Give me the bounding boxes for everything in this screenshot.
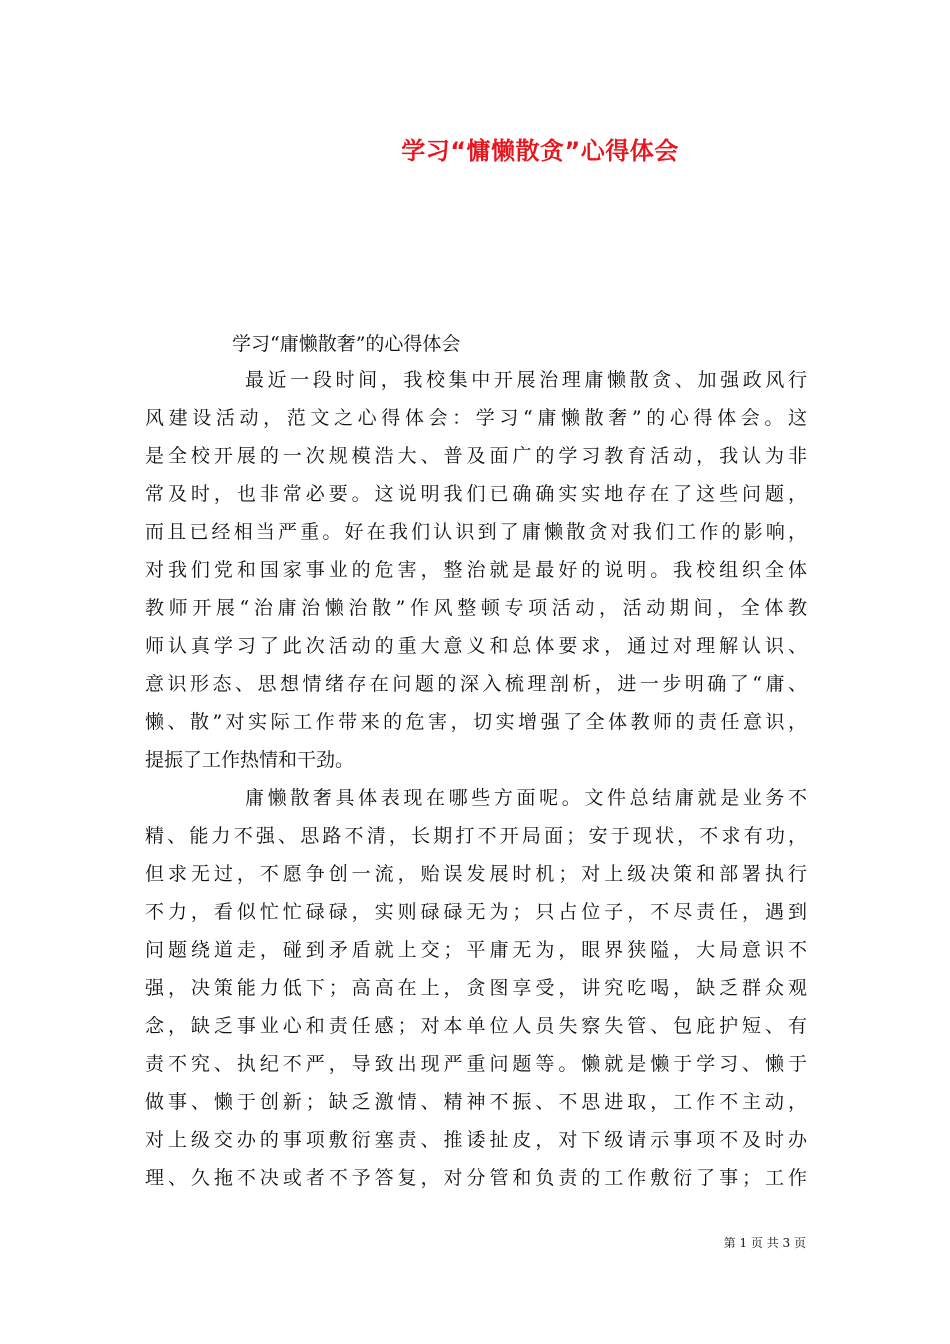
text-line: 强，决策能力低下；高高在上，贪图享受，讲究吃喝，缺乏群众观 [145, 977, 807, 999]
text-line: 对我们党和国家事业的危害，整治就是最好的说明。我校组织全体 [145, 559, 807, 581]
text-line: 念，缺乏事业心和责任感；对本单位人员失察失管、包庇护短、有 [145, 1015, 807, 1037]
text-line: 懒、散”对实际工作带来的危害，切实增强了全体教师的责任意识， [145, 711, 807, 733]
text-line: 最近一段时间，我校集中开展治理庸懒散贪、加强政风行 [245, 369, 807, 391]
text-line: 庸懒散奢具体表现在哪些方面呢。文件总结庸就是业务不 [245, 787, 807, 809]
text-line: 不力，看似忙忙碌碌，实则碌碌无为；只占位子，不尽责任，遇到 [145, 901, 807, 923]
text-line: 是全校开展的一次规模浩大、普及面广的学习教育活动，我认为非 [145, 445, 807, 467]
text-line: 对上级交办的事项敷衍塞责、推诿扯皮，对下级请示事项不及时办 [145, 1129, 807, 1151]
text-line: 风建设活动，范文之心得体会：学习“庸懒散奢”的心得体会。这 [145, 407, 807, 429]
text-line: 精、能力不强、思路不清，长期打不开局面；安于现状，不求有功， [145, 825, 807, 847]
text-line: 提振了工作热情和干劲。 [145, 749, 355, 771]
text-line: 师认真学习了此次活动的重大意义和总体要求，通过对理解认识、 [145, 635, 807, 657]
text-line: 教师开展“治庸治懒治散”作风整顿专项活动，活动期间，全体教 [145, 597, 807, 619]
text-line: 责不究、执纪不严，导致出现严重问题等。懒就是懒于学习、懒于 [145, 1053, 807, 1075]
document-subtitle: 学习“庸懒散奢”的心得体会 [232, 333, 461, 355]
text-line: 而且已经相当严重。好在我们认识到了庸懒散贪对我们工作的影响， [145, 521, 807, 543]
text-line: 理、久拖不决或者不予答复，对分管和负责的工作敷衍了事；工作 [145, 1167, 807, 1189]
text-line: 常及时，也非常必要。这说明我们已确确实实地存在了这些问题， [145, 483, 807, 505]
text-line: 做事、懒于创新；缺乏激情、精神不振、不思进取，工作不主动， [145, 1091, 807, 1113]
page-number-footer: 第 1 页 共 3 页 [723, 1236, 806, 1250]
text-line: 但求无过，不愿争创一流，贻误发展时机；对上级决策和部署执行 [145, 863, 807, 885]
text-line: 意识形态、思想情绪存在问题的深入梳理剖析，进一步明确了“庸、 [145, 673, 807, 695]
document-title: 学习“慵懒散贪”心得体会 [401, 137, 679, 165]
text-line: 问题绕道走，碰到矛盾就上交；平庸无为，眼界狭隘，大局意识不 [145, 939, 807, 961]
